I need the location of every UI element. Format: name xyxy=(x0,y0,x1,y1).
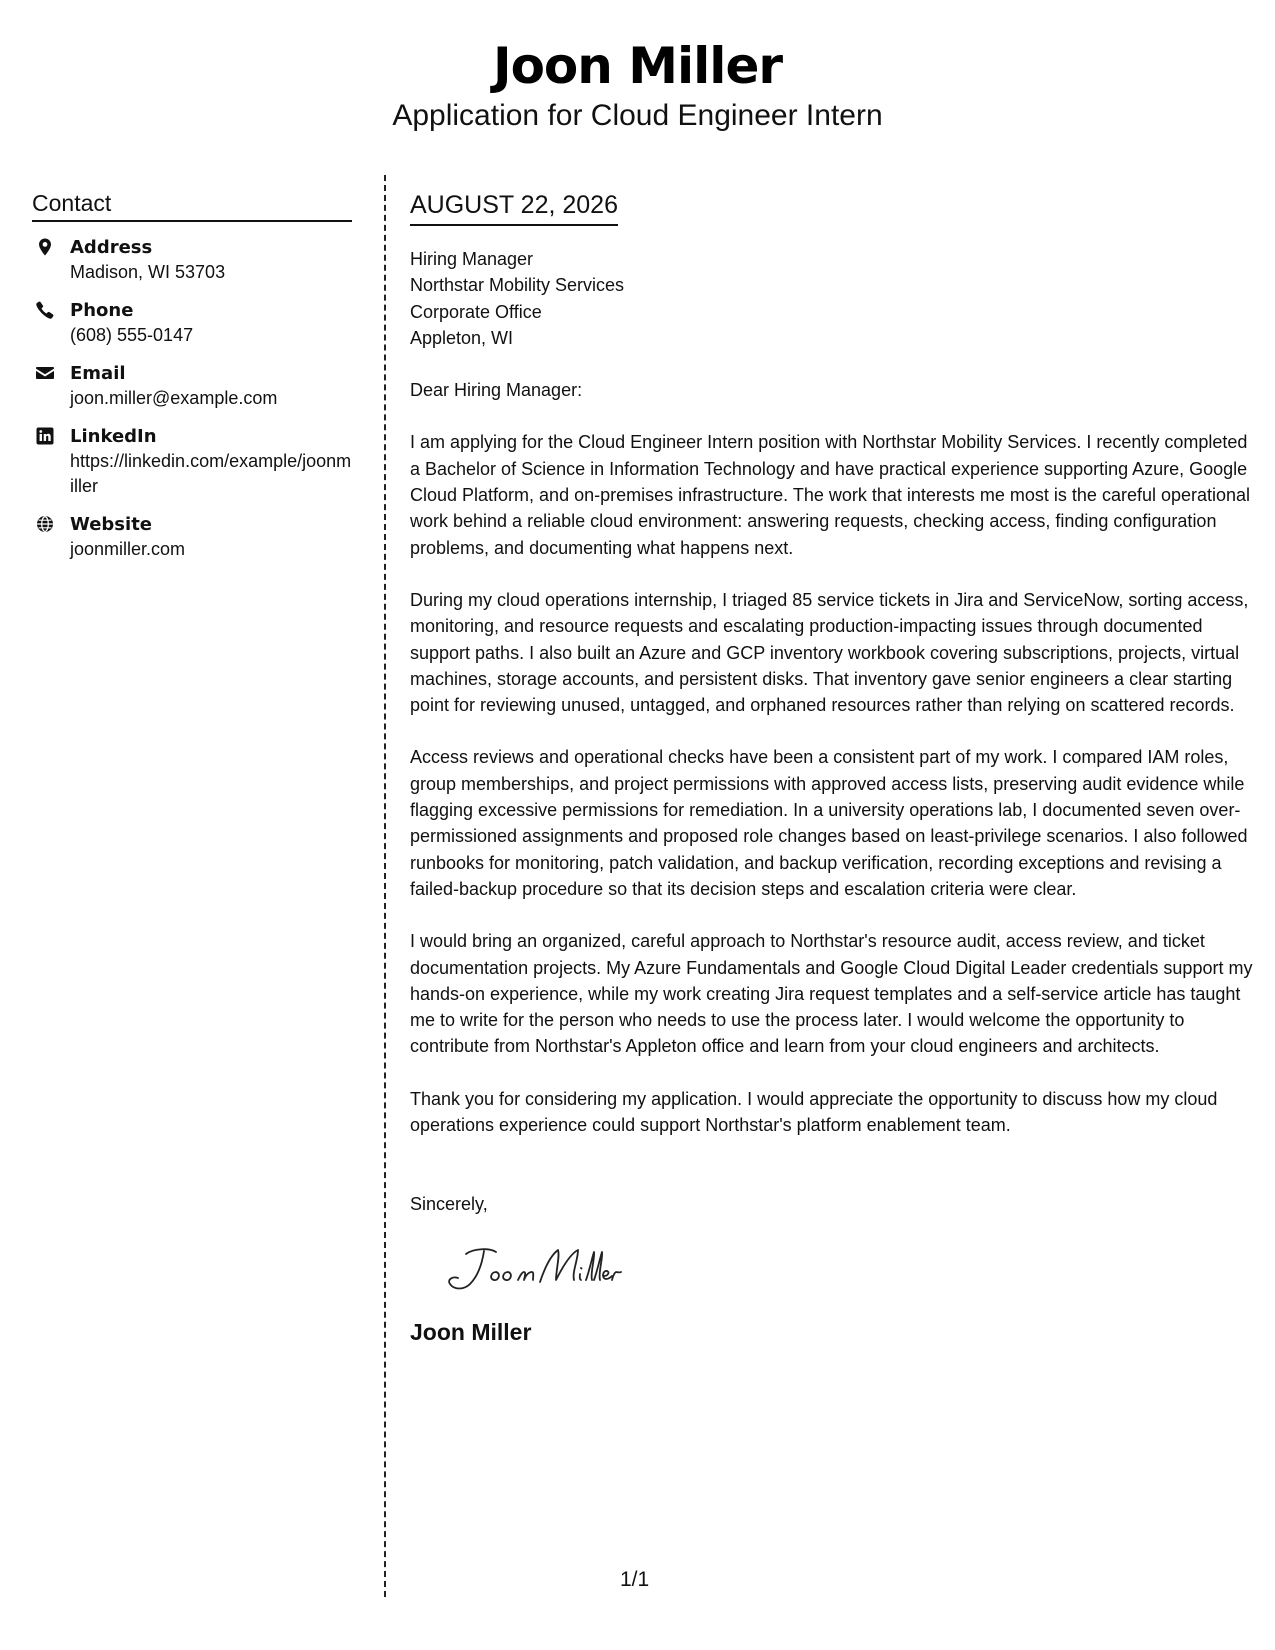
body-paragraph: I would bring an organized, careful approach to Northstar's resource audit, access review, and ticket documentation projects. My Azure Fundamentals and Google Cloud Digital Leader credentials support my hands-on experience, while my work creating Jira request templates and a self-service article has taught me to write for the person who needs to use the process later. I would welcome the opportunity to contribute from Northstar's Appleton office and learn from your cloud engineers and architects. xyxy=(410,931,1253,1057)
application-subtitle: Application for Cloud Engineer Intern xyxy=(392,99,883,132)
contact-link[interactable]: https://linkedin.com/example/joonmiller xyxy=(70,451,352,496)
contact-value: joon.miller@example.com xyxy=(70,388,278,408)
contact-value: (608) 555-0147 xyxy=(70,325,194,345)
body-paragraph: During my cloud operations internship, I triaged 85 service tickets in Jira and ServiceNow, sorting access, monitoring, and resource requests and escalating production-impacting issues through documented support paths. I also built an Azure and GCP inventory workbook covering subscriptions, projects, virtual machines, storage accounts, and persistent disks. That inventory gave senior engineers a clear starting point for reviewing unused, untagged, and orphaned resources rather than relying on scattered records. xyxy=(410,589,1249,716)
salutation: Dear Hiring Manager: xyxy=(410,380,583,401)
contact-item-linkedin xyxy=(32,424,352,499)
map-pin-icon xyxy=(35,237,55,257)
contact-item-website xyxy=(32,512,352,562)
body-paragraph: Access reviews and operational checks have been a consistent part of my work. I compared IAM roles, group memberships, and project permissions with approved access lists, preserving audit evidence while flagging excessive permissions for remediation. In a university operations lab, I documented seven over-permissioned assignments and proposed role changes based on least-privilege scenarios. I also followed runbooks for monitoring, patch validation, and backup verification, recording exceptions and revising a failed-backup procedure so that its decision steps and escalation criteria were clear. xyxy=(410,747,1248,899)
contact-item-address xyxy=(32,235,352,285)
recipient-line: Hiring Manager xyxy=(410,249,534,269)
contact-item-email xyxy=(32,361,352,411)
contact-label: Phone xyxy=(70,300,134,321)
contact-value: Madison, WI 53703 xyxy=(70,262,226,282)
column-divider xyxy=(384,175,386,1597)
linkedin-icon xyxy=(35,426,55,446)
applicant-name: Joon Miller xyxy=(492,37,783,95)
contact-item-phone xyxy=(32,298,352,348)
contact-sidebar xyxy=(32,189,352,562)
contact-label: Address xyxy=(70,237,153,258)
page-number: 1/1 xyxy=(620,1568,650,1591)
contact-label: Website xyxy=(70,514,153,535)
signed-name: Joon Miller xyxy=(410,1318,532,1345)
recipient-line: Northstar Mobility Services xyxy=(410,275,625,296)
letter-date: AUGUST 22, 2026 xyxy=(410,190,618,226)
body-paragraph: Thank you for considering my application. I would appreciate the opportunity to discuss how my cloud operations experience could support Northstar's platform enablement team. xyxy=(410,1088,1218,1136)
closing: Sincerely, xyxy=(410,1194,488,1215)
recipient-block xyxy=(410,246,1255,351)
recipient-line: Appleton, WI xyxy=(410,327,514,348)
letter-body xyxy=(410,190,1255,1346)
handwritten-signature xyxy=(444,1240,1255,1298)
contact-label: LinkedIn xyxy=(70,426,157,447)
letter-header xyxy=(0,36,1275,134)
envelope-icon xyxy=(35,363,55,383)
contact-heading: Contact xyxy=(32,189,352,222)
body-paragraph: I am applying for the Cloud Engineer Intern position with Northstar Mobility Services. I recently completed a Bachelor of Science in Information Technology and have practical experience supporting Azure, Google Cloud Platform, and on-premises infrastructure. The work that interests me most is the careful operational work behind a reliable cloud environment: answering requests, checking access, finding configuration problems, and documenting what happens next. xyxy=(410,432,1251,558)
contact-label: Email xyxy=(70,363,126,384)
globe-icon xyxy=(35,514,55,534)
phone-icon xyxy=(35,300,55,320)
recipient-line: Corporate Office xyxy=(410,301,542,322)
contact-link[interactable]: joonmiller.com xyxy=(70,539,186,559)
